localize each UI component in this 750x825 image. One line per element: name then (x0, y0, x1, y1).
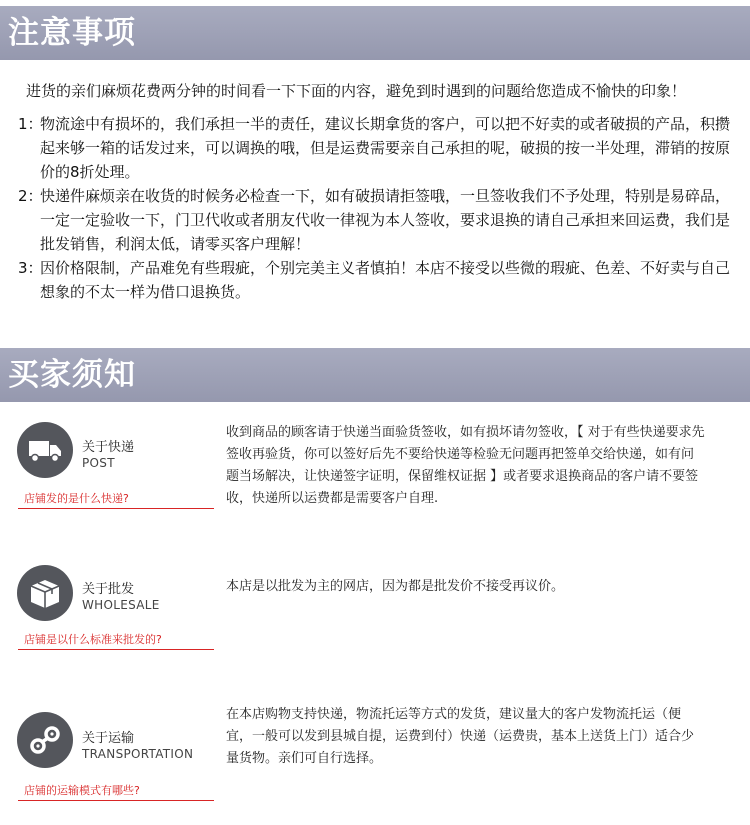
note-item (18, 184, 743, 256)
note-number: 2： (18, 187, 43, 205)
post-description: 收到商品的顾客请于快递当面验货签收，如有损坏请勿签收，【 对于有些快递要求先签收再验货，你可以签好后先不要给快递等检验无问题再把签单交给快递，如有问题当场解决，让快递签字证明，保留维权证据 】或者要求退换商品的客户请不要签收，快递所以运费都是需要客户自理. (226, 425, 705, 506)
buyer-notice-banner (0, 348, 750, 402)
post-subtitle: POST (82, 456, 115, 470)
divider (18, 649, 214, 650)
wholesale-subtitle: WHOLESALE (82, 598, 160, 612)
post-faq-link[interactable]: 店铺发的是什么快递? (24, 492, 129, 505)
notice-title: 注意事项 (8, 15, 136, 51)
intro-text: 进货的亲们麻烦花费两分钟的时间看一下下面的内容，避免到时遇到的问题给您造成不愉快的印象！ (26, 82, 687, 100)
transportation-faq-link[interactable]: 店铺的运输模式有哪些? (24, 784, 140, 797)
note-text: 物流途中有损坏的，我们承担一半的责任，建议长期拿货的客户，可以把不好卖的或者破损的产品，积攒起来够一箱的话发过来，可以调换的哦，但是运费需要亲自己承担的呢，破损的按一半处理，滞销的按原价的8折处理。 (40, 115, 731, 181)
divider (18, 508, 214, 509)
transport-icon (17, 712, 73, 768)
note-number: 3： (18, 259, 43, 277)
notice-banner (0, 6, 750, 60)
note-text: 快递件麻烦亲在收货的时候务必检查一下，如有破损请拒签哦，一旦签收我们不予处理，特别是易碎品，一定一定验收一下，门卫代收或者朋友代收一律视为本人签收，要求退换的请自己承担来回运费，我们是批发销售，利润太低，请零买客户理解！ (40, 187, 731, 253)
wholesale-description: 本店是以批发为主的网店，因为都是批发价不接受再议价。 (226, 579, 565, 594)
truck-icon (17, 422, 73, 478)
notes-list (18, 112, 743, 304)
buyer-notice-title: 买家须知 (8, 357, 136, 393)
transportation-subtitle: TRANSPORTATION (82, 747, 194, 761)
note-number: 1： (18, 115, 43, 133)
divider (18, 800, 214, 801)
wholesale-title: 关于批发 (82, 582, 135, 597)
box-icon (17, 565, 73, 621)
note-item (18, 112, 743, 184)
transportation-description: 在本店购物支持快递，物流托运等方式的发货，建议量大的客户发物流托运（便宜，一般可以发到县城自提，运费到付）快递（运费贵，基本上送货上门）适合少量货物。亲们可自行选择。 (226, 707, 695, 766)
wholesale-faq-link[interactable]: 店铺是以什么标准来批发的? (24, 633, 162, 646)
post-title: 关于快递 (82, 440, 135, 455)
note-text: 因价格限制，产品难免有些瑕疵，个别完美主义者慎拍！本店不接受以些微的瑕疵、色差、不好卖与自己想象的不太一样为借口退换货。 (40, 259, 731, 301)
transportation-title: 关于运输 (82, 731, 135, 746)
note-item (18, 256, 743, 304)
